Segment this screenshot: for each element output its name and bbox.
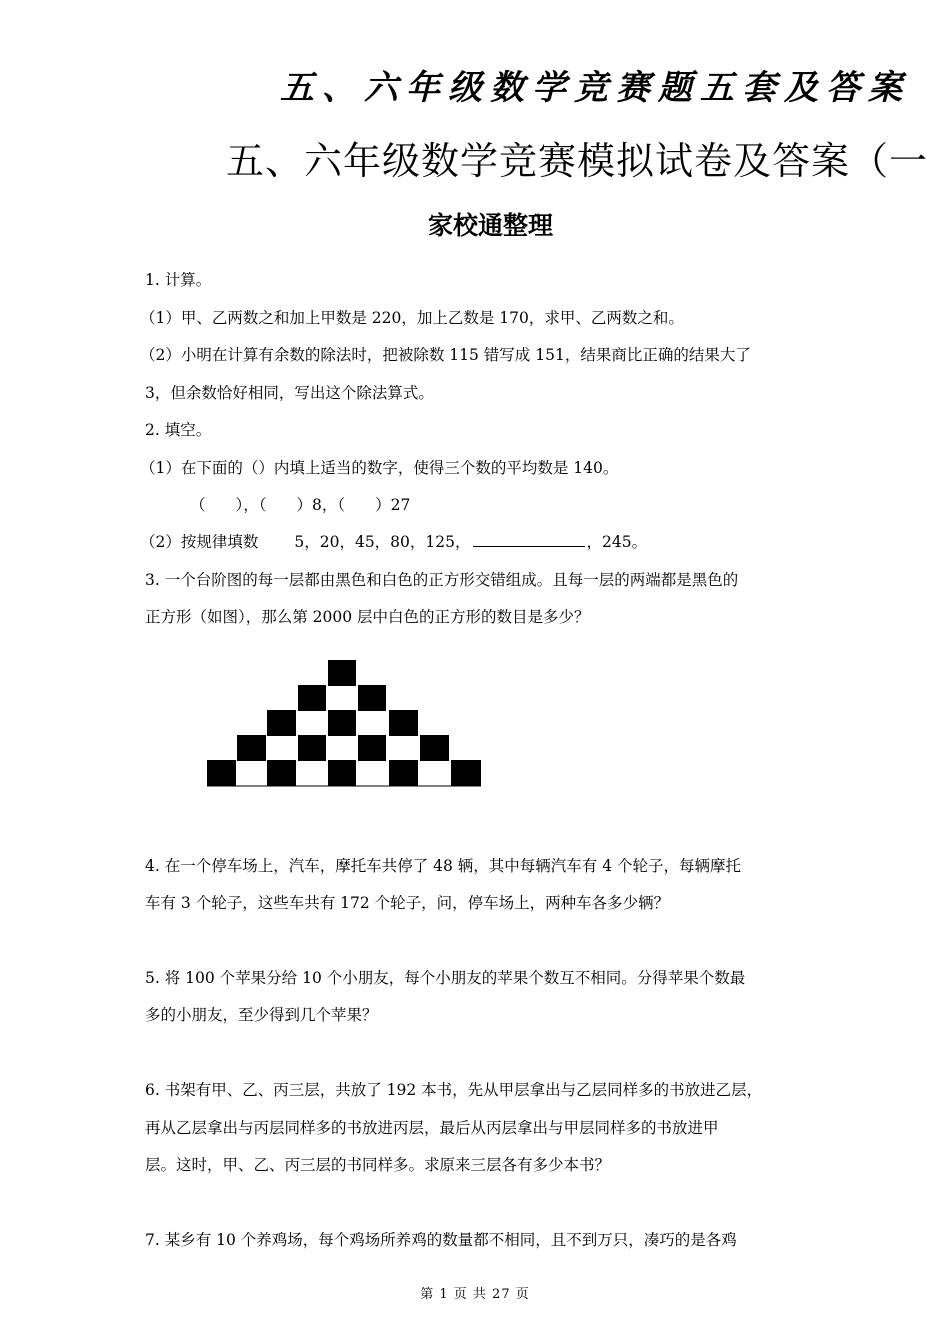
q2-part1: （1）在下面的（）内填上适当的数字，使得三个数的平均数是 140。 bbox=[140, 459, 619, 477]
fill-paren-d: ）27 bbox=[375, 496, 411, 514]
q4-line2: 车有 3 个轮子，这些车共有 172 个轮子，问，停车场上，两种车各多少辆？ bbox=[145, 894, 670, 912]
q2-part2 bbox=[140, 532, 647, 552]
black-square bbox=[328, 660, 356, 686]
black-square bbox=[267, 710, 296, 736]
fill-paren-b: ），（ bbox=[235, 496, 267, 514]
q5-line2: 多的小朋友，至少得到几个苹果？ bbox=[145, 1006, 378, 1024]
black-square bbox=[298, 735, 326, 761]
black-square bbox=[420, 735, 449, 761]
black-square bbox=[389, 710, 418, 736]
black-square bbox=[207, 760, 236, 786]
q3-line2: 正方形（如图），那么第 2000 层中白色的正方形的数目是多少？ bbox=[145, 608, 590, 626]
q5-line1: 5. 将 100 个苹果分给 10 个小朋友，每个小朋友的苹果个数互不相同。分得苹果个数最 bbox=[145, 969, 746, 987]
black-square bbox=[389, 760, 418, 786]
black-square bbox=[237, 735, 266, 761]
black-square bbox=[451, 760, 481, 786]
black-square bbox=[328, 710, 356, 736]
black-square bbox=[298, 685, 326, 711]
answer-blank bbox=[473, 532, 585, 547]
q4-line1: 4. 在一个停车场上，汽车，摩托车共停了 48 辆，其中每辆汽车有 4 个轮子，每辆摩托 bbox=[145, 857, 742, 875]
black-square bbox=[267, 760, 296, 786]
document-subtitle: 家校通整理 bbox=[428, 211, 554, 240]
q1-part2-line1: （2）小明在计算有余数的除法时，把被除数 115 错写成 151，结果商比正确的结果大了 bbox=[140, 346, 751, 364]
q7-line1: 7. 某乡有 10 个养鸡场，每个鸡场所养鸡的数量都不相同，且不到万只，凑巧的是各鸡 bbox=[145, 1231, 737, 1249]
q2-part2-sequence: 5，20，45，80，125， bbox=[294, 533, 471, 551]
staircase-figure bbox=[206, 658, 486, 788]
fill-paren-a: （ bbox=[190, 496, 206, 514]
q6-line3: 层。这时，甲、乙、丙三层的书同样多。求原来三层各有多少本书？ bbox=[145, 1156, 611, 1174]
q6-line1: 6. 书架有甲、乙、丙三层，共放了 192 本书，先从甲层拿出与乙层同样多的书放进乙层， bbox=[145, 1081, 763, 1099]
page-footer: 第 1 页 共 27 页 bbox=[420, 1287, 530, 1302]
q6-line2: 再从乙层拿出与丙层同样多的书放进丙层，最后从丙层拿出与甲层同样多的书放进甲 bbox=[145, 1119, 719, 1137]
q2-part2-label: （2）按规律填数 bbox=[140, 533, 259, 551]
q2-heading: 2. 填空。 bbox=[145, 421, 212, 439]
header-title: 五、六年级数学竞赛题五套及答案 bbox=[280, 68, 910, 108]
q1-part1: （1）甲、乙两数之和加上甲数是 220，加上乙数是 170，求甲、乙两数之和。 bbox=[140, 309, 684, 327]
fill-paren-c: ）8，（ bbox=[296, 496, 346, 514]
black-square bbox=[358, 685, 386, 711]
q2-part2-end: ，245。 bbox=[586, 533, 648, 551]
q1-heading: 1. 计算。 bbox=[145, 271, 212, 289]
q1-part2-line2: 3，但余数恰好相同，写出这个除法算式。 bbox=[145, 384, 434, 402]
q3-line1: 3. 一个台阶图的每一层都由黑色和白色的正方形交错组成。且每一层的两端都是黑色的 bbox=[145, 571, 739, 589]
q2-part1-fill bbox=[190, 495, 410, 515]
black-square bbox=[358, 735, 386, 761]
document-title: 五、六年级数学竞赛模拟试卷及答案（一 bbox=[226, 139, 929, 183]
black-square bbox=[328, 760, 356, 786]
